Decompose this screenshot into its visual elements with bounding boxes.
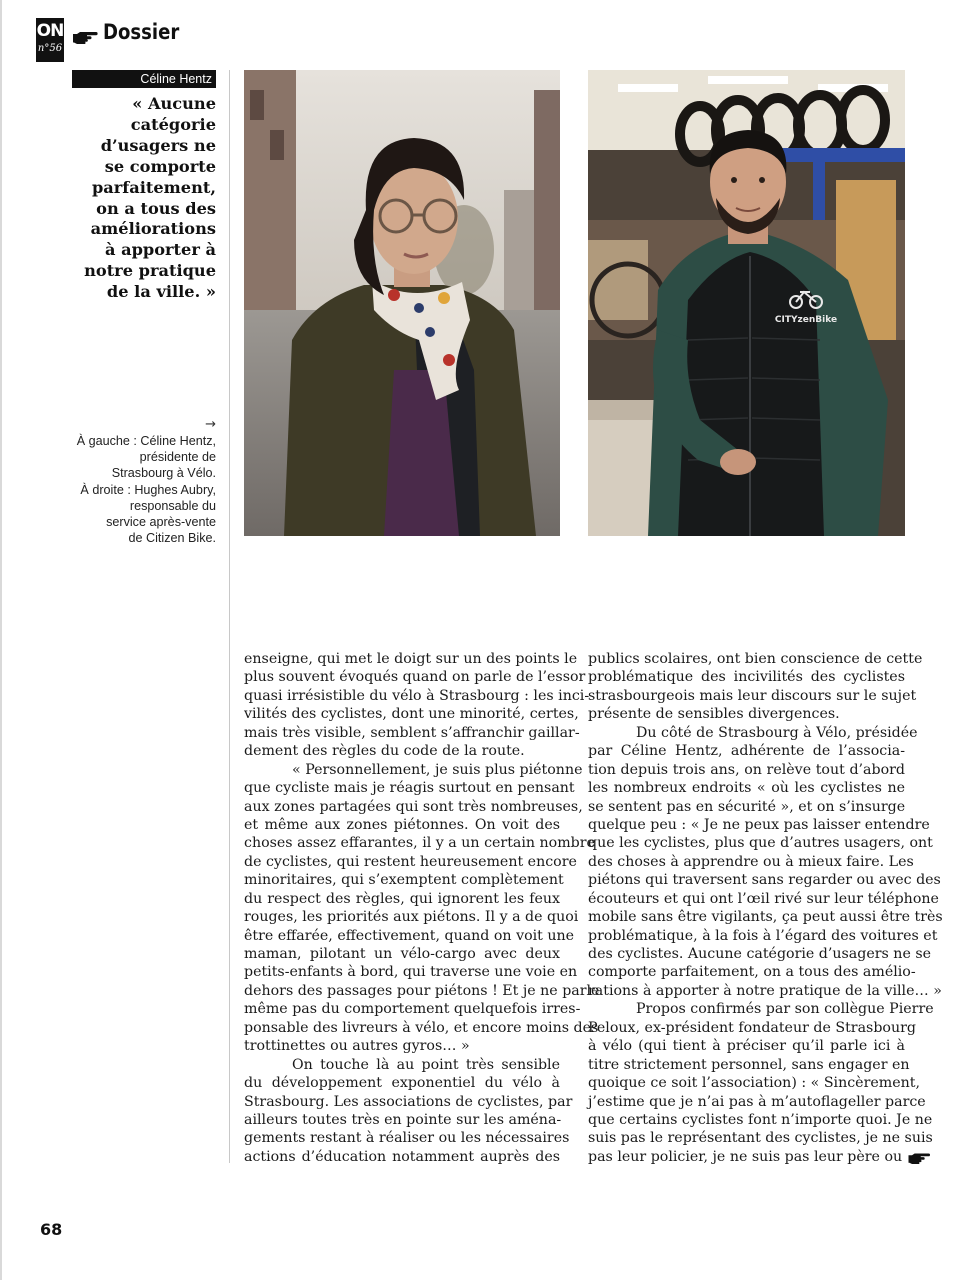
portrait-photo-icon — [244, 70, 560, 536]
caption-arrow-icon: → — [205, 417, 216, 432]
article-line — [588, 650, 923, 668]
article-line-text: maman, pilotant un vélo-cargo avec deux — [244, 946, 560, 962]
article-column-left — [244, 650, 600, 1166]
article-line-text: dement des règles du code de la route. — [244, 743, 525, 760]
article-line-text: plus souvent évoqués quand on parle de l’essor — [244, 669, 586, 686]
caption-line: Strasbourg à Vélo. — [111, 466, 216, 481]
article-line-text: piétons qui traversent sans regarder ou avec des — [588, 872, 941, 889]
article-line — [588, 705, 905, 723]
article-line-text: quoique ce soit l’association) : « Sincèrement, — [588, 1075, 920, 1092]
page-edge — [0, 0, 2, 1280]
article-line-text: se sentent pas en sécurité », et on s’insurge — [588, 798, 906, 815]
article-line — [244, 853, 577, 871]
article-column-right — [588, 650, 943, 1166]
article-line — [244, 871, 564, 889]
article-line-text: trottinettes ou autres gyros… » — [244, 1038, 470, 1055]
pull-quote-line: « Aucune — [132, 94, 216, 113]
article-line-text: quelque peu : « Je ne peux pas laisser entendre — [588, 816, 930, 833]
article-line-text: du développement exponentiel du vélo à — [244, 1075, 560, 1092]
article-line — [244, 650, 578, 668]
pull-quote-line: se comporte — [104, 156, 216, 176]
portrait-photo-icon — [588, 70, 905, 536]
article-line — [244, 668, 586, 686]
article-line-text: ailleurs toutes très en pointe sur les aména- — [244, 1111, 562, 1128]
article-line — [588, 798, 905, 816]
article-line-text: petits-enfants à bord, qui traverse une voie en — [244, 964, 578, 981]
author-name: Céline Hentz — [72, 70, 216, 88]
article-line-text: minoritaires, qui s’exemptent complètement — [244, 872, 564, 889]
article-line — [244, 982, 600, 1000]
article-line — [244, 1093, 573, 1111]
article-line — [588, 853, 914, 871]
article-line — [588, 1148, 905, 1166]
article-line — [588, 945, 932, 963]
article-line-text: dehors des passages pour piétons ! Et je ne parle — [244, 982, 600, 999]
article-line-text: rations à apporter à notre pratique de la ville… » — [588, 982, 942, 999]
article-line-text: titre strictement personnel, sans engager en — [588, 1056, 910, 1073]
article-line — [588, 1056, 910, 1074]
continue-pointing-hand-icon — [906, 1150, 932, 1164]
article-line — [588, 724, 918, 742]
article-line-text: être effarée, effectivement, quand on voit une — [244, 927, 575, 944]
article-line-text: même pas du comportement quelquefois irres- — [244, 1001, 581, 1018]
article-line-text: actions d’éducation notamment auprès des — [244, 1148, 560, 1165]
caption-line: responsable du — [129, 498, 216, 513]
article-line — [588, 687, 917, 705]
article-line — [588, 871, 941, 889]
article-line-text: des cyclistes. Aucune catégorie d’usagers ne se — [588, 946, 932, 962]
photo-hughes-aubry — [588, 70, 905, 536]
article-line — [588, 742, 905, 760]
issue-number: n°56 — [37, 43, 63, 54]
pull-quote — [72, 94, 216, 303]
article-line-text: présente de sensibles divergences. — [588, 706, 840, 723]
article-line-text: ponsable des livreurs à vélo, et encore moins des — [244, 1019, 599, 1036]
article-line-text: problématique des incivilités des cyclistes — [588, 669, 905, 686]
article-line — [244, 1037, 560, 1055]
article-line — [244, 1056, 560, 1074]
article-line-text: gements restant à réaliser ou les nécessaires — [244, 1130, 570, 1147]
article-line — [244, 816, 560, 834]
article-line — [588, 816, 930, 834]
article-line-text: rouges, les priorités aux piétons. Il y a de quoi — [244, 909, 579, 926]
article-line — [588, 779, 905, 797]
caption-line: présidente de — [139, 450, 216, 465]
article-line — [588, 908, 943, 926]
article-line-text: strasbourgeois mais leur discours sur le sujet — [588, 687, 917, 704]
article-line — [244, 742, 560, 760]
article-line — [588, 927, 938, 945]
page-number: 68 — [40, 1220, 63, 1239]
article-line — [244, 687, 590, 705]
article-line — [588, 1037, 905, 1055]
section-title: Dossier — [103, 20, 180, 44]
article-line-text: mais très visible, semblent s’affranchir gaillar- — [244, 724, 580, 741]
article-line-text: Strasbourg. Les associations de cyclistes, par — [244, 1093, 573, 1110]
article-line — [588, 890, 939, 908]
article-line-text: de cyclistes, qui restent heureusement encore — [244, 853, 577, 870]
article-line-text: problématique, à la fois à l’égard des voitures et — [588, 927, 938, 944]
article-line-text: à vélo (qui tient à préciser qu’il parle ici à — [588, 1038, 905, 1055]
pointing-hand-icon — [72, 28, 98, 44]
article-line — [588, 1129, 933, 1147]
pull-quote-line: de la ville. » — [106, 282, 216, 302]
article-line-text: enseigne, qui met le doigt sur un des points le — [244, 651, 578, 667]
article-line-text: tion depuis trois ans, on relève tout d’abord — [588, 761, 905, 778]
article-line — [244, 908, 579, 926]
article-line — [244, 779, 575, 797]
article-line-text: aux zones partagées qui sont très nombreuses, — [244, 798, 583, 815]
caption-line: À gauche : Céline Hentz, — [76, 434, 216, 448]
article-line — [588, 1093, 926, 1111]
article-line — [244, 1019, 599, 1037]
caption-line: de Citizen Bike. — [128, 531, 216, 546]
article-line-text: « Personnellement, je suis plus piétonne — [292, 761, 583, 778]
article-line — [244, 1129, 570, 1147]
article-line — [244, 945, 560, 963]
article-line-text: pas leur policier, je ne suis pas leur père ou — [588, 1148, 903, 1165]
article-line-text: Propos confirmés par son collègue Pierre — [636, 1001, 934, 1018]
article-line-text: vilités des cyclistes, dont une minorité, certes, — [244, 706, 579, 723]
article-line-text: Peloux, ex-président fondateur de Strasbourg — [588, 1019, 916, 1036]
article-line-text: Du côté de Strasbourg à Vélo, présidée — [636, 724, 918, 741]
article-line — [244, 761, 583, 779]
article-line — [244, 1000, 581, 1018]
pull-quote-line: on a tous des — [96, 198, 216, 218]
article-line-text: par Céline Hentz, adhérente de l’associa- — [588, 743, 905, 760]
article-line — [244, 705, 579, 723]
magazine-logo — [36, 18, 64, 62]
article-line — [244, 963, 578, 981]
article-line-text: que certains cyclistes font n’importe quoi. Je ne — [588, 1111, 933, 1128]
article-line — [244, 890, 560, 908]
pull-quote-line: notre pratique — [84, 261, 216, 281]
article-line-text: les nombreux endroits « où les cyclistes ne — [588, 780, 905, 797]
article-line — [588, 963, 916, 981]
article-line — [588, 761, 905, 779]
caption-line: À droite : Hughes Aubry, — [80, 482, 216, 497]
article-line — [244, 1148, 560, 1166]
article-line — [588, 1074, 920, 1092]
vest-logo-text: CITYzenBike — [774, 315, 838, 325]
article-line — [588, 982, 942, 1000]
article-line-text: écouteurs et qui ont l’œil rivé sur leur téléphone — [588, 890, 939, 907]
article-line — [244, 724, 580, 742]
caption-line: service après-vente — [106, 515, 216, 530]
article-line — [588, 834, 933, 852]
article-line — [244, 798, 583, 816]
article-line-text: choses assez effarantes, il y a un certain nombre — [244, 835, 595, 852]
article-line — [244, 1074, 560, 1092]
article-line-text: que les cyclistes, plus que d’autres usagers, ont — [588, 835, 933, 852]
pull-quote-line: parfaitement, — [91, 177, 216, 197]
article-line — [244, 1111, 560, 1129]
article-line-text: On touche là au point très sensible — [292, 1056, 560, 1073]
article-line-text: publics scolaires, ont bien conscience de cette — [588, 651, 923, 667]
article-line-text: comporte parfaitement, on a tous des amélio- — [588, 964, 916, 981]
column-divider — [229, 70, 230, 1163]
article-line — [244, 834, 595, 852]
pull-quote-line: catégorie — [130, 114, 216, 134]
pull-quote-line: à apporter à — [104, 240, 216, 260]
article-line-text: que cycliste mais je réagis surtout en pensant — [244, 780, 575, 797]
article-line-text: suis pas le représentant des cyclistes, je ne suis — [588, 1130, 933, 1147]
article-line — [588, 1000, 934, 1018]
article-line-text: du respect des règles, qui ignorent les feux — [244, 890, 560, 907]
article-line-text: mobile sans être vigilants, ça peut aussi être très — [588, 909, 943, 926]
article-line-text: des choses à apprendre ou à mieux faire. Les — [588, 853, 914, 870]
photo-caption — [74, 433, 216, 546]
pull-quote-line: d’usagers ne — [100, 135, 216, 155]
article-line — [588, 668, 905, 686]
article-line — [588, 1019, 916, 1037]
photo-celine-hentz — [244, 70, 560, 536]
logo-text: ON — [36, 21, 64, 41]
article-line-text: j’estime que je n’ai pas à m’autoflageller parce — [588, 1093, 926, 1110]
article-line — [588, 1111, 933, 1129]
article-line-text: et même aux zones piétonnes. On voit des — [244, 816, 560, 833]
article-line-text: quasi irrésistible du vélo à Strasbourg : les inci- — [244, 687, 590, 704]
pull-quote-line: améliorations — [90, 219, 216, 239]
article-line — [244, 927, 575, 945]
